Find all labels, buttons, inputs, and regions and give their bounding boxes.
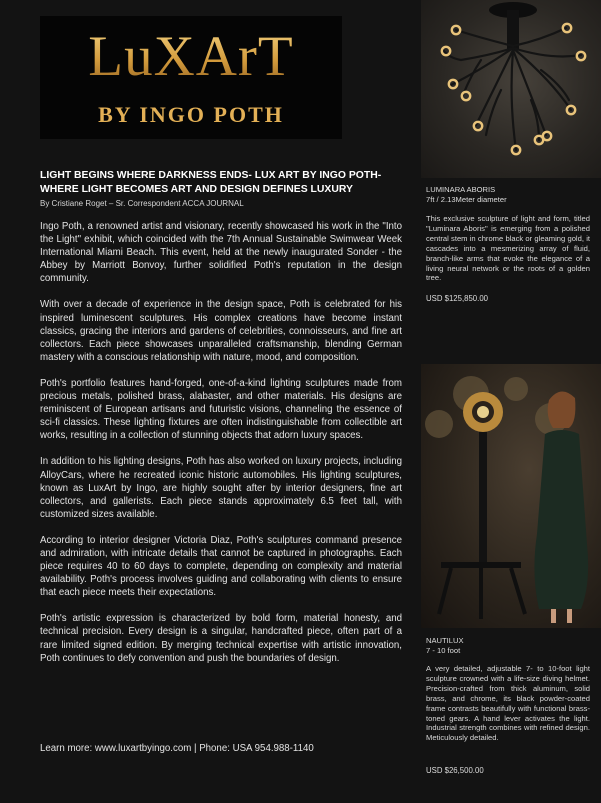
chandelier-illustration (421, 0, 601, 178)
product-description: A very detailed, adjustable 7- to 10-foot light sculpture crowned with a life-size diving helmet. Precision-crafted from thick aluminum, solid brass, and chrome, its black powder-coated frame contrasts beautifully with functional brass-toned gears. A hand lever activates the light. Industrial strength combines with refined design. Meticulously detailed. (426, 664, 590, 743)
article-paragraph: Poth's portfolio features hand-forged, one-of-a-kind lighting sculptures made from precious metals, polished brass, alabaster, and other materials. His designs are reminiscent of European artisans and futuristic visions, channeling the essence of sci-fi classics. These lighting fixtures are often indistinguishable from collectible art works, resulting in a collection of stunning objects that adorn luxury spaces. (40, 377, 402, 442)
article-paragraph: According to interior designer Victoria Diaz, Poth's sculptures command presence and admiration, with intricate details that cannot be captured in photographs. Each piece requires 40 to 60 days to complete, depending on complexity and material availability. Poth's process involves guiding and collaborating with clients to ensure that each piece meets their expectations. (40, 534, 402, 599)
article-paragraph: Ingo Poth, a renowned artist and visionary, recently showcased his work in the "Into the Light" exhibit, which coincided with the 7th Annual Sustainable Swimwear Week International Miami Beach. This event, held at the newly inaugurated Sonder - the Abbey by Marriott Bonvoy, further solidified Poth's reputation in the design community. (40, 221, 402, 285)
contact-line: Learn more: www.luxartbyingo.com | Phone: USA 954.988-1140 (40, 743, 314, 754)
article-byline: By Cristiane Roget – Sr. Correspondent ACCA JOURNAL (40, 199, 244, 208)
product-size: 7 - 10 foot (426, 646, 461, 655)
luminara-aboris-photo (421, 0, 601, 178)
product-size: 7ft / 2.13Meter diameter (426, 195, 507, 204)
product-description: This exclusive sculpture of light and form, titled "Luminara Aboris" is emerging from a polished central stem in chrome black or gleaming gold, it cascades into a mesmerizing array of fluid, branch-like arms that evoke the elegance of a living neural network or the roots of a golden tree. (426, 214, 590, 283)
product-price: USD $26,500.00 (426, 766, 484, 775)
product-title: LUMINARA ABORIS (426, 185, 496, 194)
article-body (40, 220, 402, 678)
nautilux-photo (421, 364, 601, 628)
logo-subtitle: BY INGO POTH (98, 102, 284, 127)
article-headline: LIGHT BEGINS WHERE DARKNESS ENDS- LUX ART BY INGO POTH- WHERE LIGHT BECOMES ART AND DESIGN DEFINES LUXURY (40, 170, 382, 195)
luxart-logo (40, 16, 342, 139)
article-paragraph: In addition to his lighting designs, Poth has also worked on luxury projects, including AlloyCars, where he recreated iconic historic automobiles. His lighting sculptures, known as LuxArt by Ingo, are highly sought after by interior designers, fine art collectors, and gallerists. Each piece stands approximately 6.5 feet tall, with customized sizes available. (40, 456, 402, 520)
product-title: NAUTILUX (426, 636, 464, 645)
logo-wordmark: LuXArT (40, 22, 342, 92)
nautilux-illustration (421, 364, 601, 628)
article-paragraph: Poth's artistic expression is characterized by bold form, material honesty, and technical precision. Every design is a singular, handcrafted piece, often part of a rare limited signed edition. By merging technical expertise with artistic innovation, Poth continues to defy convention and push the boundaries of design. (40, 613, 402, 664)
article-paragraph: With over a decade of experience in the design space, Poth is celebrated for his inspired luminescent sculptures. His complex creations have become instant classics, gracing the interiors and gardens of celebrities, connoisseurs, and fine art collectors. Each piece showcases unparalleled craftsmanship, blending German mastery with a conscious relationship with nature, mood, and composition. (40, 299, 402, 363)
product-price: USD $125,850.00 (426, 294, 488, 303)
